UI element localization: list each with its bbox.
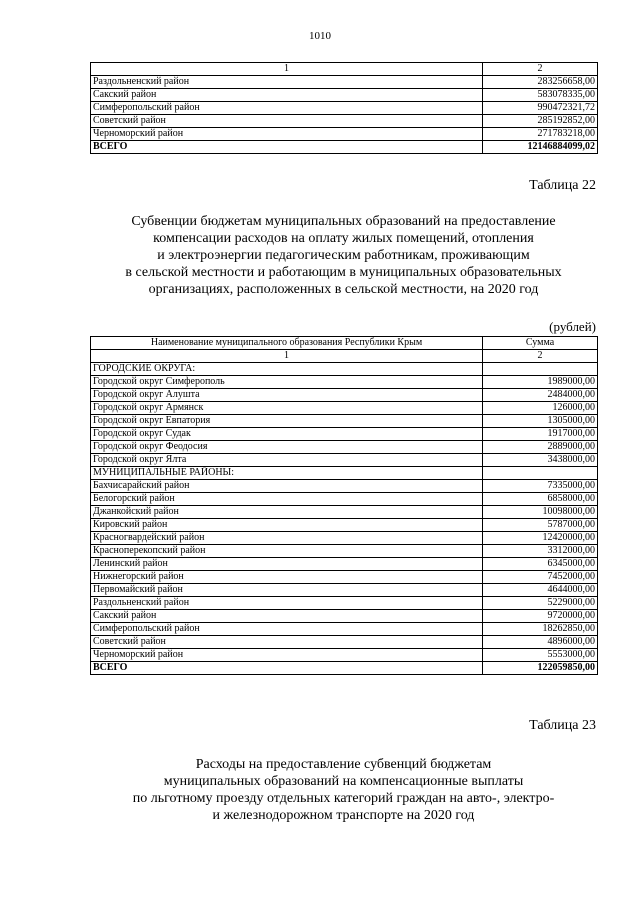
table-row [91,441,598,454]
row-sum: 990472321,72 [483,102,598,115]
row-sum: 5229000,00 [483,597,598,610]
title-line: и железнодорожном транспорте на 2020 год [212,808,475,823]
row-name: Советский район [91,636,483,649]
table-row [91,76,598,89]
row-sum: 3312000,00 [483,545,598,558]
row-name: Красногвардейский район [91,532,483,545]
row-sum: 5553000,00 [483,649,598,662]
table-23-title [90,756,597,824]
row-sum: 583078335,00 [483,89,598,102]
row-sum: 2889000,00 [483,441,598,454]
table-section-row [91,467,598,480]
row-name: ВСЕГО [91,141,483,154]
table-section-row [91,363,598,376]
row-name: ВСЕГО [91,662,483,675]
row-name: Бахчисарайский район [91,480,483,493]
row-name: Сакский район [91,610,483,623]
table-row [91,584,598,597]
table-row [91,519,598,532]
table-row [91,102,598,115]
row-sum: 6345000,00 [483,558,598,571]
column-header-name: Наименование муниципального образования Республики Крым [91,337,483,350]
row-sum: 5787000,00 [483,519,598,532]
table-row [91,493,598,506]
title-line: и электроэнергии педагогическим работникам, проживающим [157,248,530,263]
row-sum: 4644000,00 [483,584,598,597]
row-name: Ленинский район [91,558,483,571]
units-label: (рублей) [549,319,596,334]
column-number: 1 [91,63,483,76]
row-sum: 7335000,00 [483,480,598,493]
row-name: Сакский район [91,89,483,102]
table-row [91,623,598,636]
row-name: Советский район [91,115,483,128]
section-heading: МУНИЦИПАЛЬНЫЕ РАЙОНЫ: [91,467,483,480]
table-column-numbers [91,350,598,363]
table-total-row [91,141,598,154]
row-name: Симферопольский район [91,623,483,636]
column-number: 2 [483,350,598,363]
row-sum: 2484000,00 [483,389,598,402]
table-22 [90,336,598,675]
row-sum: 126000,00 [483,402,598,415]
row-name: Черноморский район [91,128,483,141]
table-23-label: Таблица 23 [529,718,596,733]
title-line: муниципальных образований на компенсационные выплаты [163,774,524,789]
row-name: Кировский район [91,519,483,532]
row-sum: 3438000,00 [483,454,598,467]
row-sum: 1989000,00 [483,376,598,389]
table-header-row [91,337,598,350]
table-row [91,415,598,428]
row-sum: 285192852,00 [483,115,598,128]
table-row [91,128,598,141]
table-row [91,480,598,493]
title-line: в сельской местности и работающим в муниципальных образовательных [125,265,562,280]
row-sum: 1917000,00 [483,428,598,441]
row-name: Городской округ Армянск [91,402,483,415]
table-row [91,402,598,415]
row-sum: 271783218,00 [483,128,598,141]
row-name: Городской округ Евпатория [91,415,483,428]
column-number: 2 [483,63,598,76]
table-row [91,428,598,441]
table-column-numbers [91,63,598,76]
row-sum: 18262850,00 [483,623,598,636]
table-row [91,506,598,519]
column-number: 1 [91,350,483,363]
table-row [91,649,598,662]
table-row [91,558,598,571]
row-sum: 6858000,00 [483,493,598,506]
row-name: Раздольненский район [91,76,483,89]
table-row [91,532,598,545]
row-name: Черноморский район [91,649,483,662]
row-name: Городской округ Судак [91,428,483,441]
row-name: Красноперекопский район [91,545,483,558]
row-sum: 1305000,00 [483,415,598,428]
row-name: Городской округ Алушта [91,389,483,402]
row-name: Первомайский район [91,584,483,597]
row-sum: 4896000,00 [483,636,598,649]
title-line: Расходы на предоставление субвенций бюджетам [195,757,492,772]
row-sum: 12420000,00 [483,532,598,545]
table-row [91,376,598,389]
table-row [91,389,598,402]
row-sum: 283256658,00 [483,76,598,89]
table-22-label: Таблица 22 [529,178,596,193]
table-row [91,597,598,610]
table-row [91,545,598,558]
row-name: Нижнегорский район [91,571,483,584]
title-line: организациях, расположенных в сельской местности, на 2020 год [148,282,539,297]
row-name: Белогорский район [91,493,483,506]
table-row [91,89,598,102]
empty-cell [483,363,598,376]
row-sum: 9720000,00 [483,610,598,623]
row-name: Раздольненский район [91,597,483,610]
row-name: Симферопольский район [91,102,483,115]
table-row [91,636,598,649]
row-name: Городской округ Феодосия [91,441,483,454]
empty-cell [483,467,598,480]
page-number: 1010 [309,30,331,42]
row-sum: 10098000,00 [483,506,598,519]
row-name: Городской округ Симферополь [91,376,483,389]
section-heading: ГОРОДСКИЕ ОКРУГА: [91,363,483,376]
row-name: Городской округ Ялта [91,454,483,467]
table-total-row [91,662,598,675]
table-row [91,571,598,584]
row-name: Джанкойский район [91,506,483,519]
table-22-title [90,213,597,298]
column-header-sum: Сумма [483,337,598,350]
title-line: по льготному проезду отдельных категорий граждан на авто-, электро- [132,791,555,806]
table-row [91,115,598,128]
row-sum: 7452000,00 [483,571,598,584]
row-sum: 122059850,00 [483,662,598,675]
table-row [91,610,598,623]
title-line: компенсации расходов на оплату жилых помещений, отопления [153,231,534,246]
top-table [90,62,598,154]
table-row [91,454,598,467]
title-line: Субвенции бюджетам муниципальных образований на предоставление [131,214,556,229]
row-sum: 12146884099,02 [483,141,598,154]
